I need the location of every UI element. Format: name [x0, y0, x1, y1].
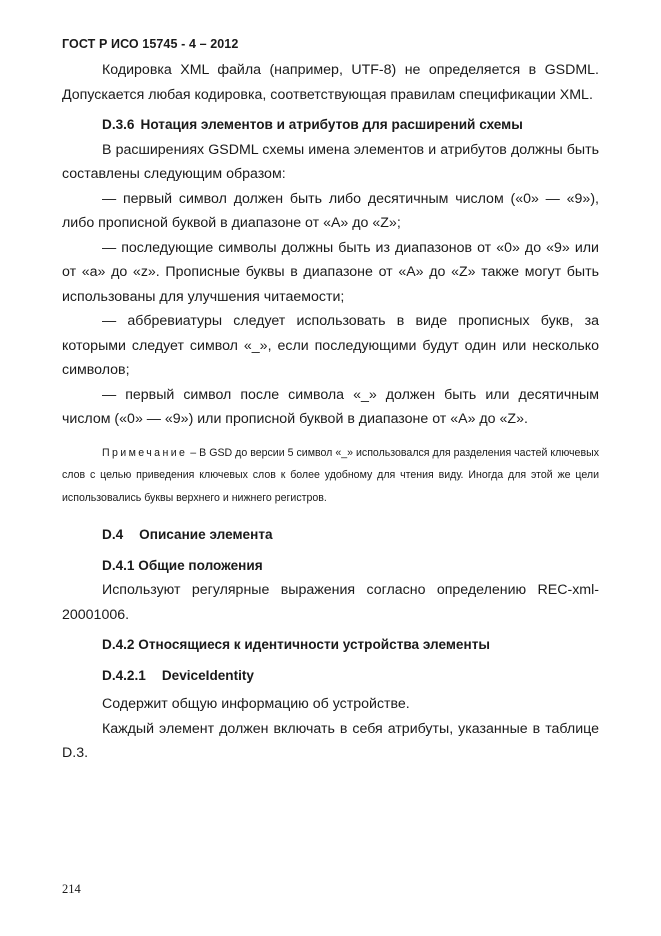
- paragraph-encoding: Кодировка XML файла (например, UTF-8) не определяется в GSDML. Допускается любая кодировка, соответствующая правилам спецификации XML.: [62, 62, 599, 103]
- heading-number: D.4: [102, 527, 124, 542]
- note-text: – В GSD до версии 5 символ «_» использовался для разделения частей ключевых слов с целью приведения ключевых слов к более удобному для чтения виду. Иногда для этой же цели использовались буквы верхнего и нижнего регистров.: [62, 446, 599, 504]
- heading-d4: [62, 523, 599, 548]
- heading-number: D.3.6: [102, 117, 135, 132]
- paragraph-attributes: Каждый элемент должен включать в себя атрибуты, указанные в таблице D.3.: [62, 720, 599, 761]
- note-label: Примечание: [102, 446, 188, 459]
- heading-d3-6: [62, 113, 599, 138]
- page-number: 214: [62, 882, 81, 896]
- list-item: — первый символ после символа «_» должен быть или десятичным числом («0» — «9») или прописной буквой в диапазоне от «A» до «Z».: [62, 386, 599, 427]
- heading-d4-2: D.4.2 Относящиеся к идентичности устройства элементы: [102, 637, 490, 652]
- heading-title: Описание элемента: [139, 527, 273, 542]
- paragraph-naming-rules: В расширениях GSDML схемы имена элементов и атрибутов должны быть составлены следующим образом:: [62, 141, 599, 182]
- note-block: [62, 442, 599, 510]
- document-header: ГОСТ Р ИСО 15745 - 4 – 2012: [62, 37, 239, 51]
- heading-title: Нотация элементов и атрибутов для расширений схемы: [140, 117, 523, 132]
- heading-number: D.4.2.1: [102, 667, 146, 683]
- heading-d4-1: D.4.1 Общие положения: [102, 557, 263, 573]
- heading-title: DeviceIdentity: [161, 667, 254, 683]
- list-item: — первый символ должен быть либо десятичным числом («0» — «9»), либо прописной буквой в диапазоне от «A» до «Z»;: [62, 190, 599, 231]
- list-item: — аббревиатуры следует использовать в виде прописных букв, за которыми следует символ «_», если последующими будут один или несколько символов;: [62, 313, 599, 378]
- paragraph-regex: Используют регулярные выражения согласно определению REC-xml-20001006.: [62, 582, 599, 623]
- paragraph-device-info: Содержит общую информацию об устройстве.: [102, 696, 410, 712]
- heading-d4-2-1: [62, 664, 599, 689]
- list-item: — последующие символы должны быть из диапазонов от «0» до «9» или от «a» до «z». Прописные буквы в диапазоне от «A» до «Z» также могут быть использованы для улучшения читаемости;: [62, 239, 599, 305]
- page-body: [62, 58, 599, 766]
